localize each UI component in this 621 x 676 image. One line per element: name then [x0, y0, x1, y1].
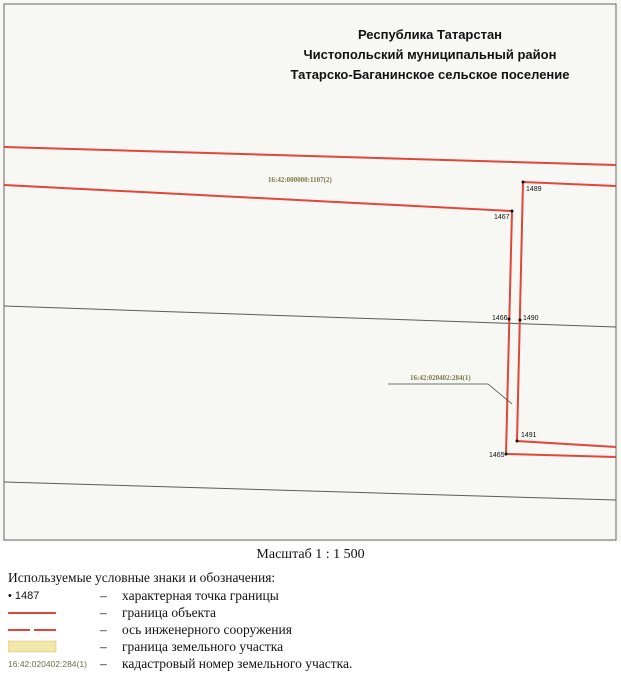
boundary-point: [505, 453, 508, 456]
boundary-point: [519, 319, 522, 322]
map-frame: [4, 4, 616, 540]
cadastral-number-label: 16:42:020402:284(1): [410, 374, 471, 382]
point-label-1489: 1489: [526, 186, 542, 193]
label-leader-line: [388, 384, 512, 404]
legend-text: ось инженерного сооружения: [122, 622, 292, 637]
header-settlement: Татарско-Баганинское сельское поселение: [290, 67, 570, 82]
point-label-1491: 1491: [521, 432, 537, 439]
legend-text: характерная точка границы: [122, 588, 279, 603]
point-label-1465: 1465: [489, 452, 505, 459]
point-label-1467: 1467: [494, 214, 510, 221]
legend-symbol-cadastral-number: 16:42:020402:284(1): [8, 659, 87, 669]
point-label-1490: 1490: [523, 315, 539, 322]
boundary-point: [511, 210, 514, 213]
point-label-1466: 1466: [492, 315, 508, 322]
legend-symbol-point: • 1487: [8, 590, 40, 602]
legend-dash: –: [100, 656, 107, 671]
header-republic: Республика Татарстан: [357, 27, 503, 42]
header-district: Чистопольский муниципальный район: [303, 47, 557, 62]
legend-item-point: [8, 588, 608, 604]
legend-item-engineering-axis: [8, 622, 608, 638]
legend-dash: –: [100, 588, 107, 603]
legend-symbol-land-boundary: [8, 639, 88, 655]
scale-text: Масштаб 1 : 1 500: [256, 547, 365, 562]
boundary-point: [516, 440, 519, 443]
legend-item-cadastral-number: [8, 656, 608, 672]
legend-item-land-boundary: [8, 639, 608, 655]
land-boundary-line: [4, 482, 616, 500]
legend-dash: –: [100, 622, 107, 637]
object-boundary-line: [4, 147, 616, 165]
cadastral-number-label: 16:42:000000:1107(2): [268, 176, 332, 184]
legend-title: Используемые условные знаки и обозначения:: [8, 570, 276, 585]
legend-symbol-engineering-axis: [8, 622, 88, 638]
legend-symbol-object-boundary: [8, 605, 88, 621]
legend-text: граница земельного участка: [122, 639, 284, 654]
legend-dash: –: [100, 605, 107, 620]
boundary-point: [508, 318, 511, 321]
boundary-point: [522, 181, 525, 184]
legend-text: кадастровый номер земельного участка.: [122, 656, 353, 671]
legend-dash: –: [100, 639, 107, 654]
legend-item-object-boundary: [8, 605, 608, 621]
legend-text: граница объекта: [122, 605, 217, 620]
